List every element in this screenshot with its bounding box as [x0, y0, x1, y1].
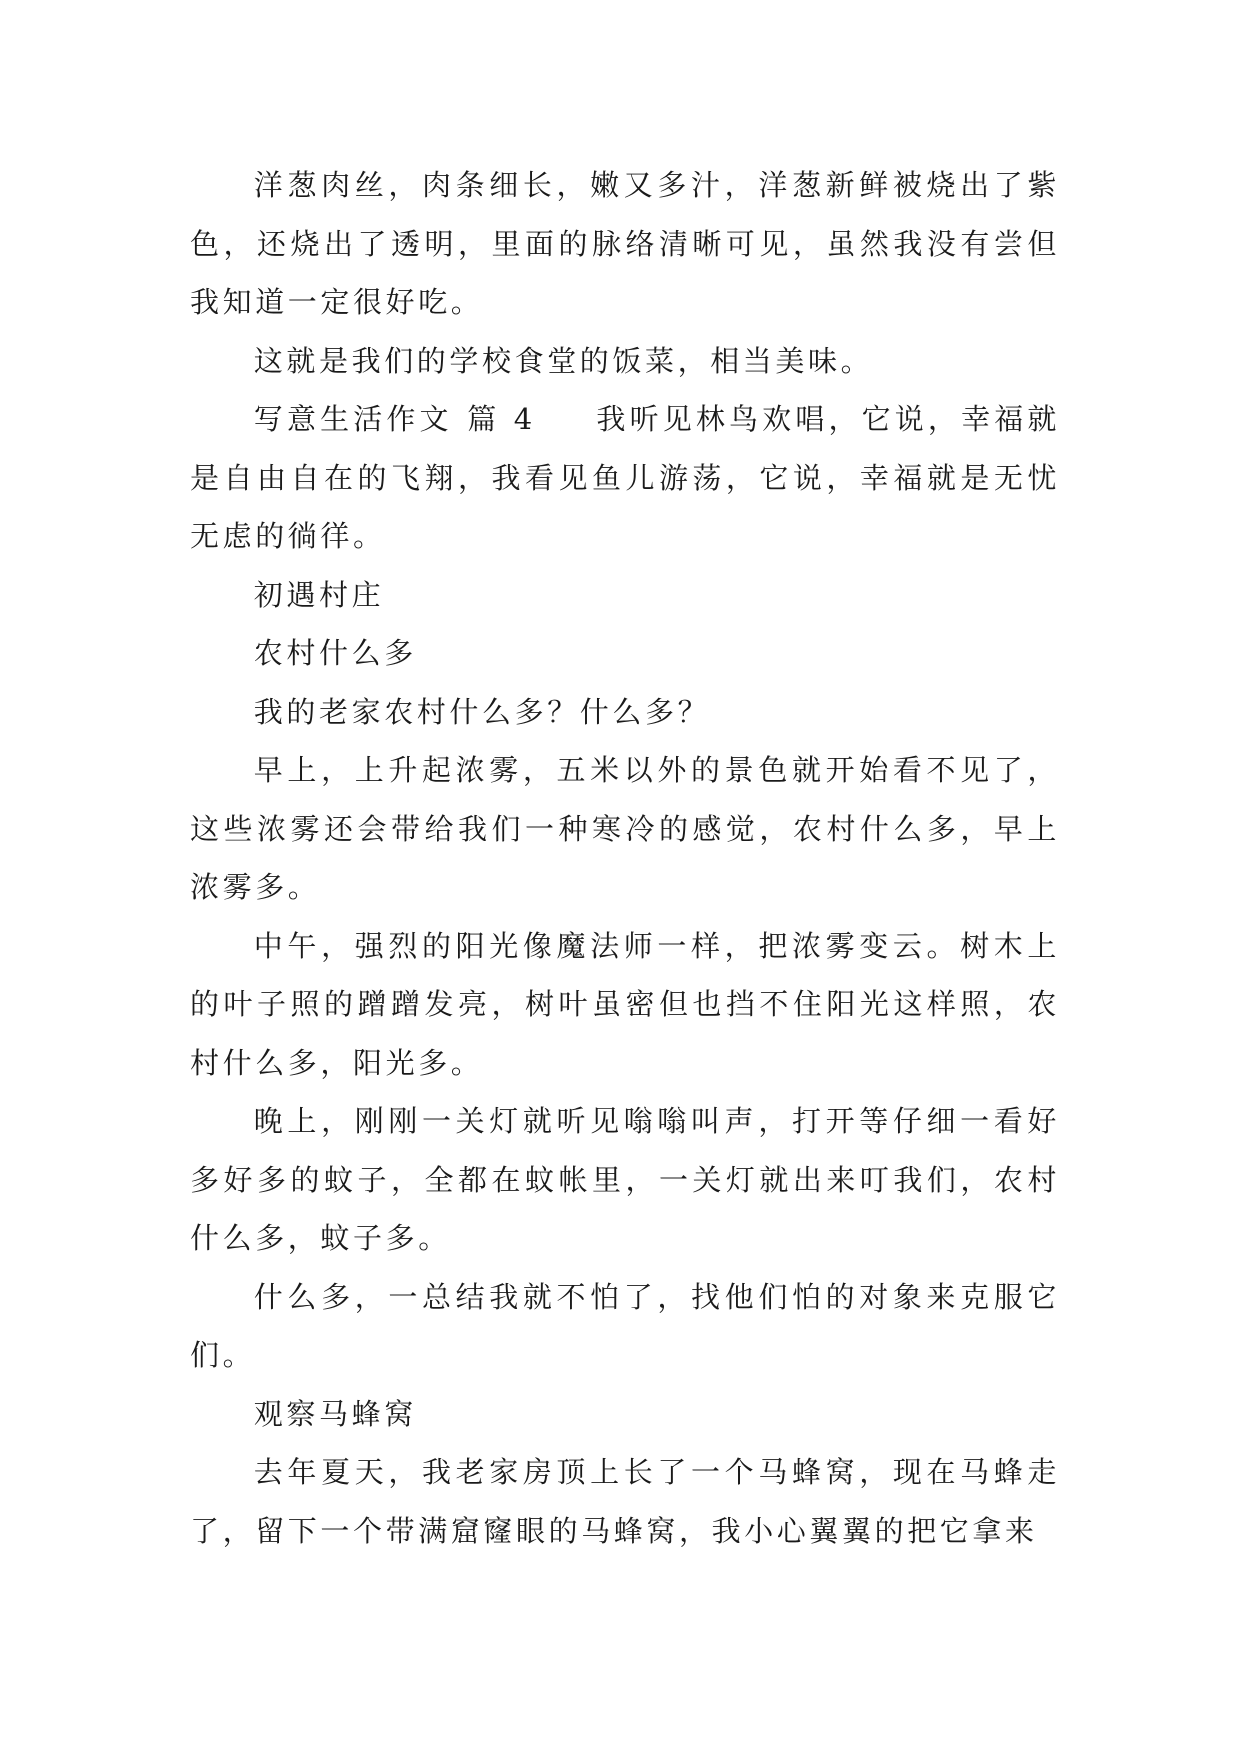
paragraph-canteen-summary: 这就是我们的学校食堂的饭菜，相当美味。	[253, 343, 874, 378]
essay-title: 写意生活作文	[253, 402, 453, 436]
paragraph-conclusion: 什么多，一总结我就不怕了，找他们怕的对象来克服它们。	[190, 1279, 1060, 1372]
essay-section-number: 篇 4	[466, 402, 536, 436]
paragraph-morning: 早上，上升起浓雾，五米以外的景色就开始看不见了，这些浓雾还会带给我们一种寒冷的感觉，农村什么多，早上浓雾多。	[190, 753, 1060, 904]
essay-4-body: 我听见林鸟欢唱，它说，幸福就是自由自在的飞翔，我看见鱼儿游荡，它说，幸福就是无忧无虑的徜徉。	[190, 402, 1060, 553]
heading-village-first-meeting: 初遇村庄	[253, 577, 385, 612]
paragraph-question: 我的老家农村什么多？什么多？	[253, 694, 711, 729]
heading-what-village-has: 农村什么多	[253, 636, 417, 670]
heading-hornet-nest: 观察马蜂窝	[253, 1396, 417, 1431]
document-page	[190, 156, 1060, 1560]
paragraph-onion-pork: 洋葱肉丝，肉条细长，嫩又多汁，洋葱新鲜被烧出了紫色，还烧出了透明，里面的脉络清晰可见，虽然我没有尝但我知道一定很好吃。	[190, 168, 1060, 319]
paragraph-evening: 晚上，刚刚一关灯就听见嗡嗡叫声，打开等仔细一看好多好多的蚊子，全都在蚊帐里，一关灯就出来叮我们，农村什么多，蚊子多。	[190, 1104, 1060, 1255]
paragraph-hornet-nest: 去年夏天，我老家房顶上长了一个马蜂窝，现在马蜂走了，留下一个带满窟窿眼的马蜂窝，我小心翼翼的把它拿来	[190, 1455, 1060, 1548]
paragraph-essay-4	[190, 390, 1060, 566]
paragraph-noon: 中午，强烈的阳光像魔法师一样，把浓雾变云。树木上的叶子照的蹭蹭发亮，树叶虽密但也挡不住阳光这样照，农村什么多，阳光多。	[190, 928, 1060, 1080]
